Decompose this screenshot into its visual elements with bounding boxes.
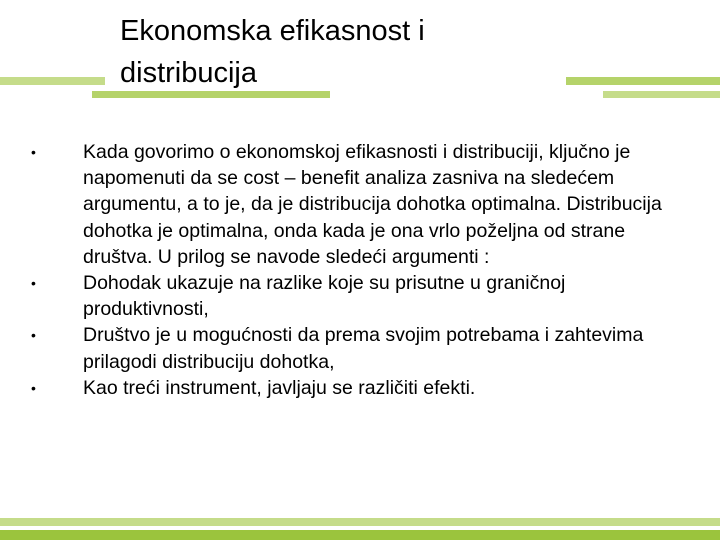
bullet-item bbox=[30, 139, 680, 270]
bullet-marker: • bbox=[31, 275, 36, 292]
bullet-text: Kao treći instrument, javljaju se različiti efekti. bbox=[83, 376, 476, 399]
slide-title-line-2: distribucija bbox=[120, 57, 257, 89]
bullet-item bbox=[30, 270, 680, 322]
slide-title-line-1: Ekonomska efikasnost i bbox=[120, 15, 425, 47]
bullet-text: Dohodak ukazuje na razlike koje su prisutne u graničnoj produktivnosti, bbox=[83, 272, 566, 321]
bullet-item bbox=[30, 322, 680, 374]
bullet-text: Društvo je u mogućnosti da prema svojim potrebama i zahtevima prilagodi distribuciju dohotka, bbox=[83, 324, 644, 373]
bullet-item bbox=[30, 375, 680, 401]
bullet-marker: • bbox=[31, 144, 36, 160]
title-accent-bar-left-top bbox=[0, 77, 105, 85]
bullet-marker: • bbox=[31, 379, 36, 396]
footer-accent-bar-upper bbox=[0, 518, 720, 526]
slide-title bbox=[120, 10, 680, 94]
footer-accent-bar-lower bbox=[0, 530, 720, 540]
bullet-text: Kada govorimo o ekonomskoj efikasnosti i distribuciji, ključno je napomenuti da se cost – benefit analiza zasniva na sledećem argumentu, a to je, da je distribucija dohotka optimalna. Distribucija dohotka je optimalna, onda kada je ona vrlo poželjna od strane društva. U prilog se navode sledeći argumenti : bbox=[83, 141, 662, 268]
bullet-marker: • bbox=[31, 327, 36, 344]
bullet-list bbox=[30, 139, 680, 401]
